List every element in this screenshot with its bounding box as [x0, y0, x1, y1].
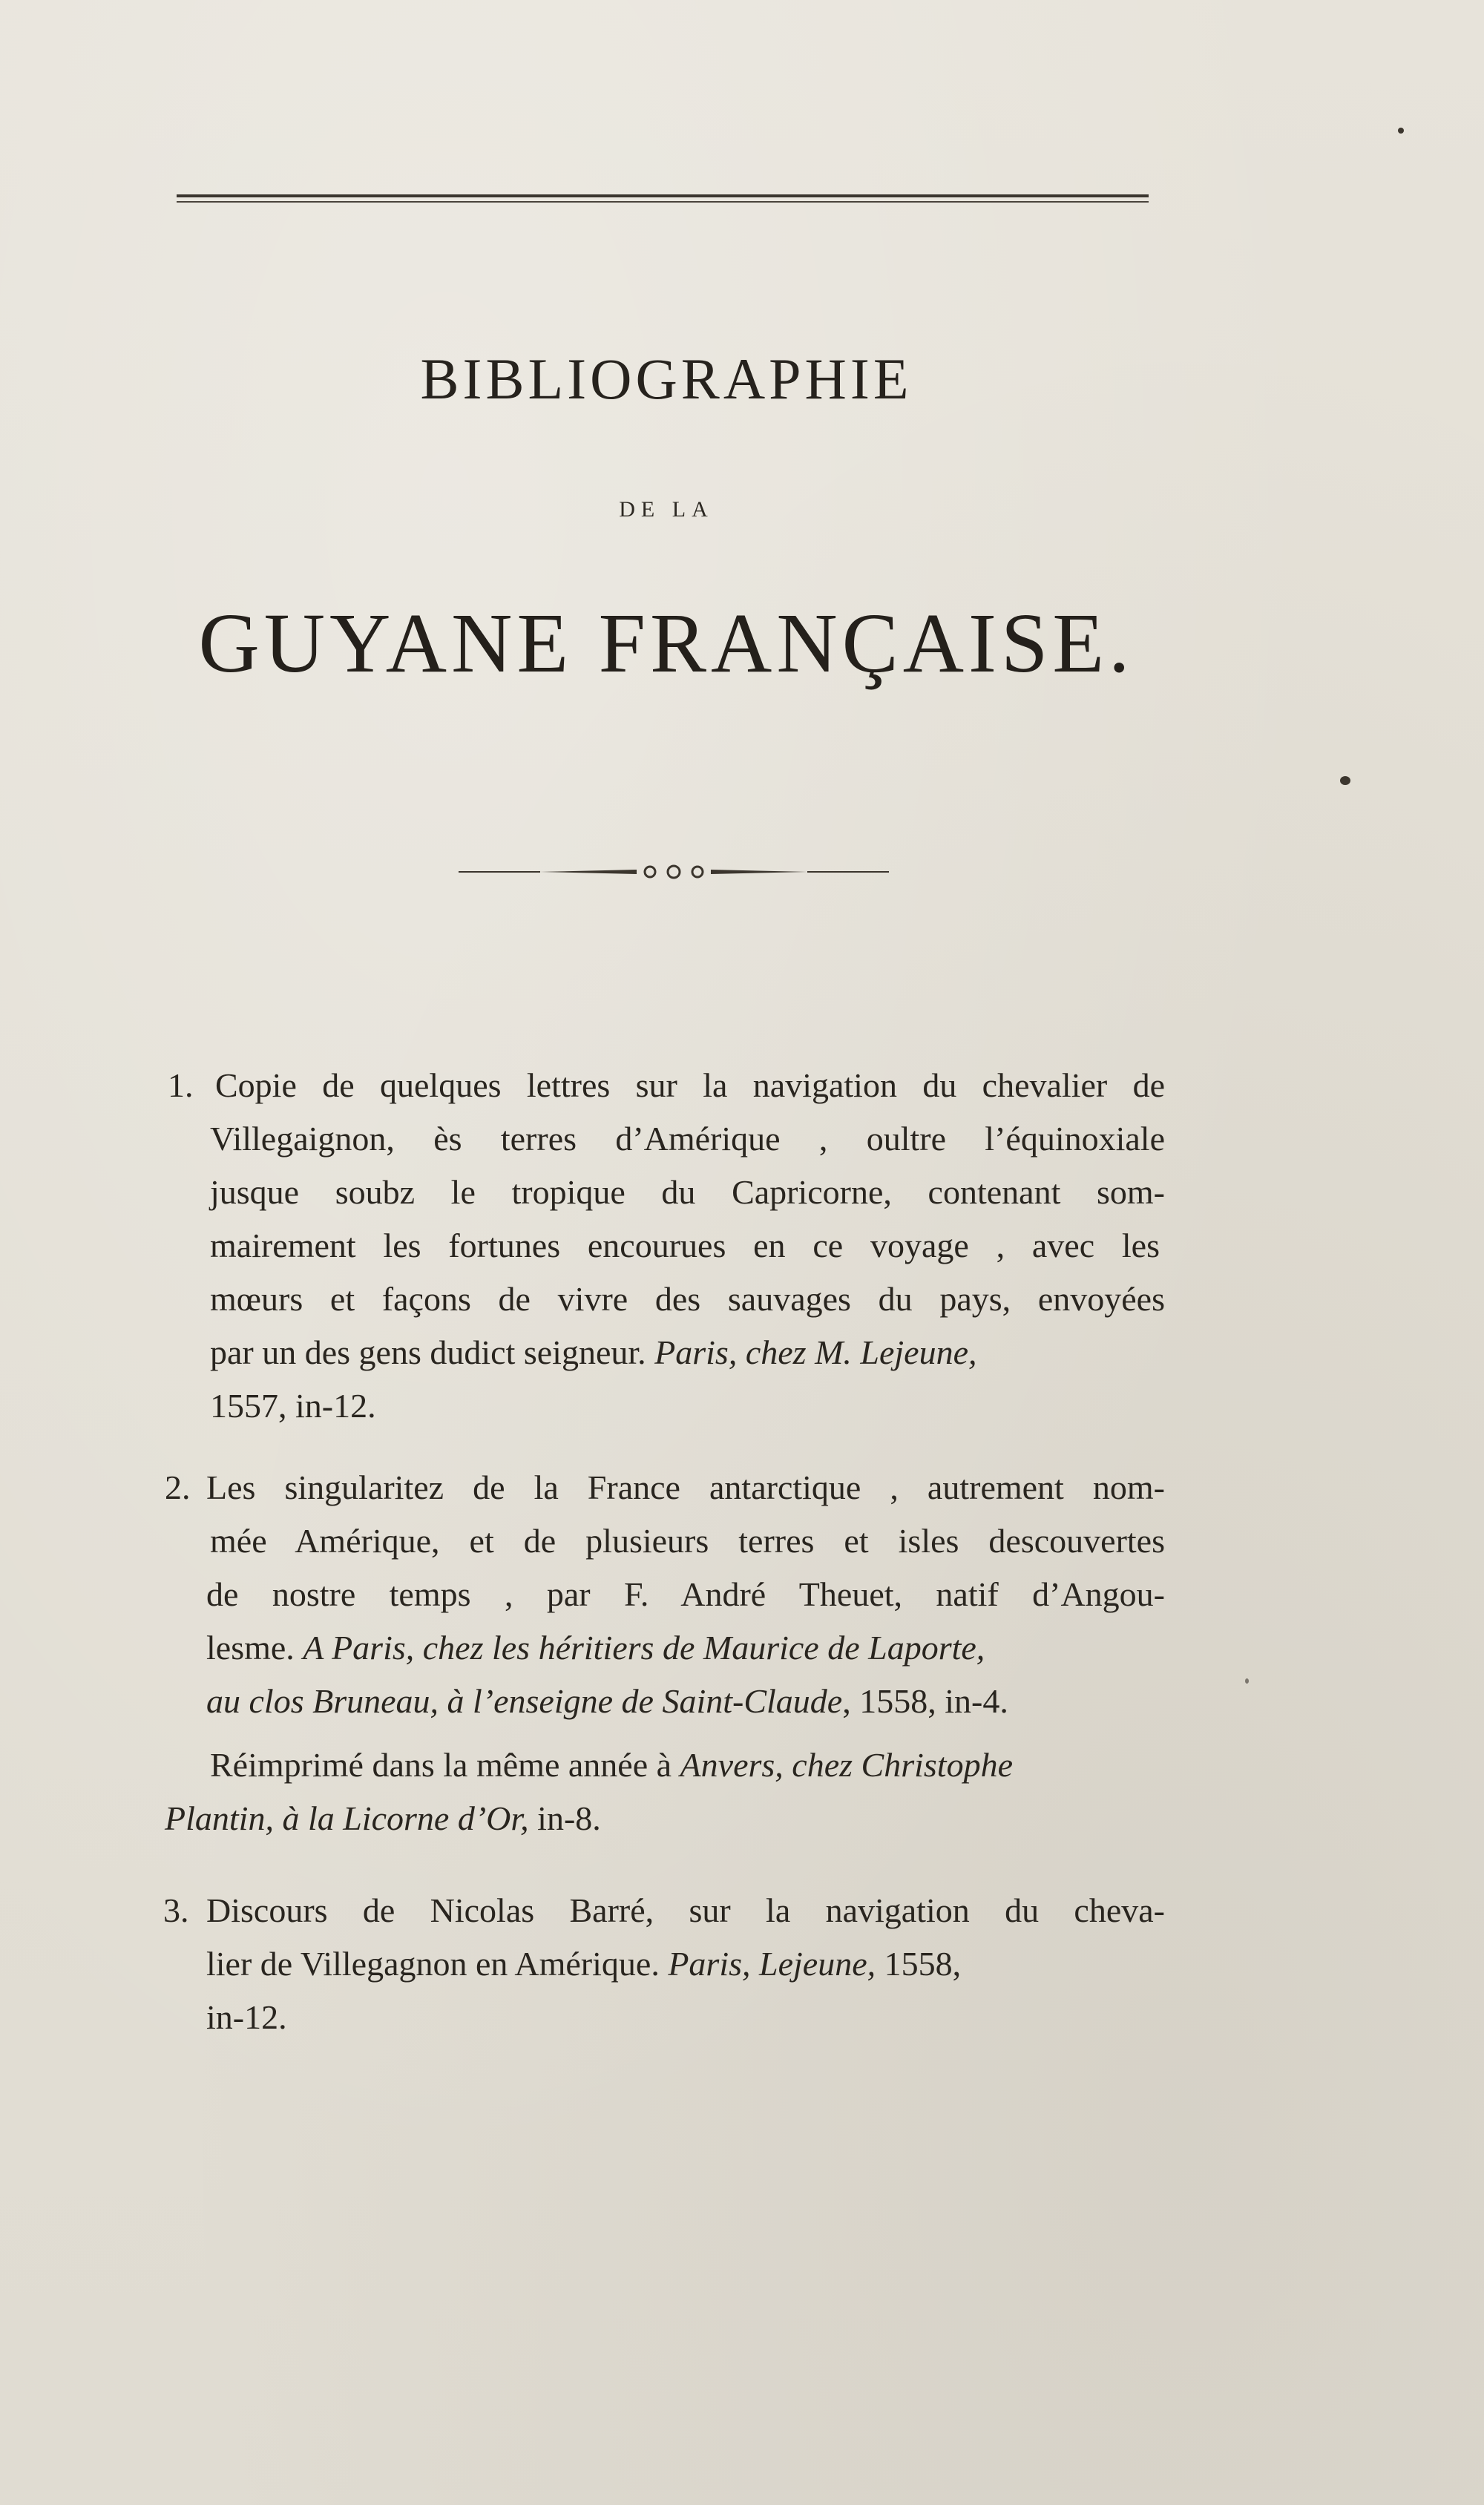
title-guyane-francaise: GUYANE FRANÇAISE. [198, 596, 1135, 690]
rule-thick [177, 194, 1149, 197]
entry-2-line-5 [206, 1684, 1008, 1718]
entry-2-reprint-text: Réimprimé dans la même année à [210, 1746, 672, 1784]
entry-3-line-2-text: lier de Villegagnon en Amérique. [206, 1945, 660, 1983]
entry-1-line-6 [210, 1333, 977, 1371]
entry-1-line-1: Copie de quelques lettres sur la navigation du chevalier de [215, 1066, 1165, 1104]
entry-2-number: 2. [165, 1468, 191, 1506]
entry-1-line-2: Villegaignon, ès terres d’Amérique , oultre l’équinoxiale [210, 1120, 1165, 1158]
entry-2-line-4-text: lesme. [206, 1629, 295, 1667]
entry-2-line-1: Les singularitez de la France antarctique , autrement nom- [206, 1468, 1165, 1506]
entry-2-line-2: mée Amérique, et de plusieurs terres et isles descouvertes [210, 1522, 1165, 1560]
paper-speck [1398, 128, 1404, 134]
entry-3-line-1: Discours de Nicolas Barré, sur la navigation du cheva- [206, 1891, 1165, 1929]
rule-thin [177, 201, 1149, 203]
entry-1-line-6-imprint: Paris, chez M. Lejeune, [654, 1333, 977, 1371]
ornament-divider-icon [459, 857, 889, 887]
entry-1-line-5: mœurs et façons de vivre des sauvages du pays, envoyées [210, 1280, 1165, 1318]
entry-2-reprint-line-2 [165, 1799, 601, 1837]
bibliography-entries [0, 1054, 1484, 2092]
entry-3-line-2-imprint: Paris, Lejeune, [668, 1945, 876, 1983]
entry-2-reprint-line-2-text: in-8. [537, 1799, 601, 1837]
title-de-la: DE LA [619, 497, 714, 522]
entry-2-reprint-line-2-imprint: Plantin, à la Licorne d’Or, [165, 1799, 529, 1837]
entry-2-line-3: de nostre temps , par F. André Theuet, natif d’Angou- [206, 1575, 1165, 1613]
entry-2-line-5-text: , 1558, in-4. [842, 1682, 1008, 1720]
paper-speck [1245, 1678, 1249, 1684]
entry-2-line-4 [206, 1631, 985, 1665]
entry-3-line-2 [206, 1947, 961, 1981]
entry-2-reprint-line-1 [210, 1748, 1013, 1782]
entry-2-line-5-imprint: au clos Bruneau, à l’enseigne de Saint-Claude [206, 1682, 843, 1720]
entry-1-number: 1. [168, 1066, 194, 1104]
entry-3-line-2-end: 1558, [884, 1945, 962, 1983]
entry-1-line-6-text: par un des gens dudict seigneur. [210, 1333, 646, 1371]
entry-1-line-3: jusque soubz le tropique du Capricorne, contenant som- [210, 1173, 1165, 1211]
paper-speck [1340, 776, 1350, 785]
title-bibliographie: BIBLIOGRAPHIE [420, 347, 913, 411]
entry-2-reprint-imprint: Anvers, chez Christophe [680, 1746, 1013, 1784]
top-double-rule [177, 194, 1149, 205]
entry-3-number: 3. [163, 1891, 189, 1929]
entry-3-line-3: in-12. [206, 1998, 287, 2036]
entry-1-line-7: 1557, in-12. [210, 1387, 376, 1425]
entry-1-line-4: mairement les fortunes encourues en ce voyage , avec les [210, 1227, 1160, 1264]
entry-2-line-4-imprint: A Paris, chez les héritiers de Maurice de Laporte, [303, 1629, 985, 1667]
